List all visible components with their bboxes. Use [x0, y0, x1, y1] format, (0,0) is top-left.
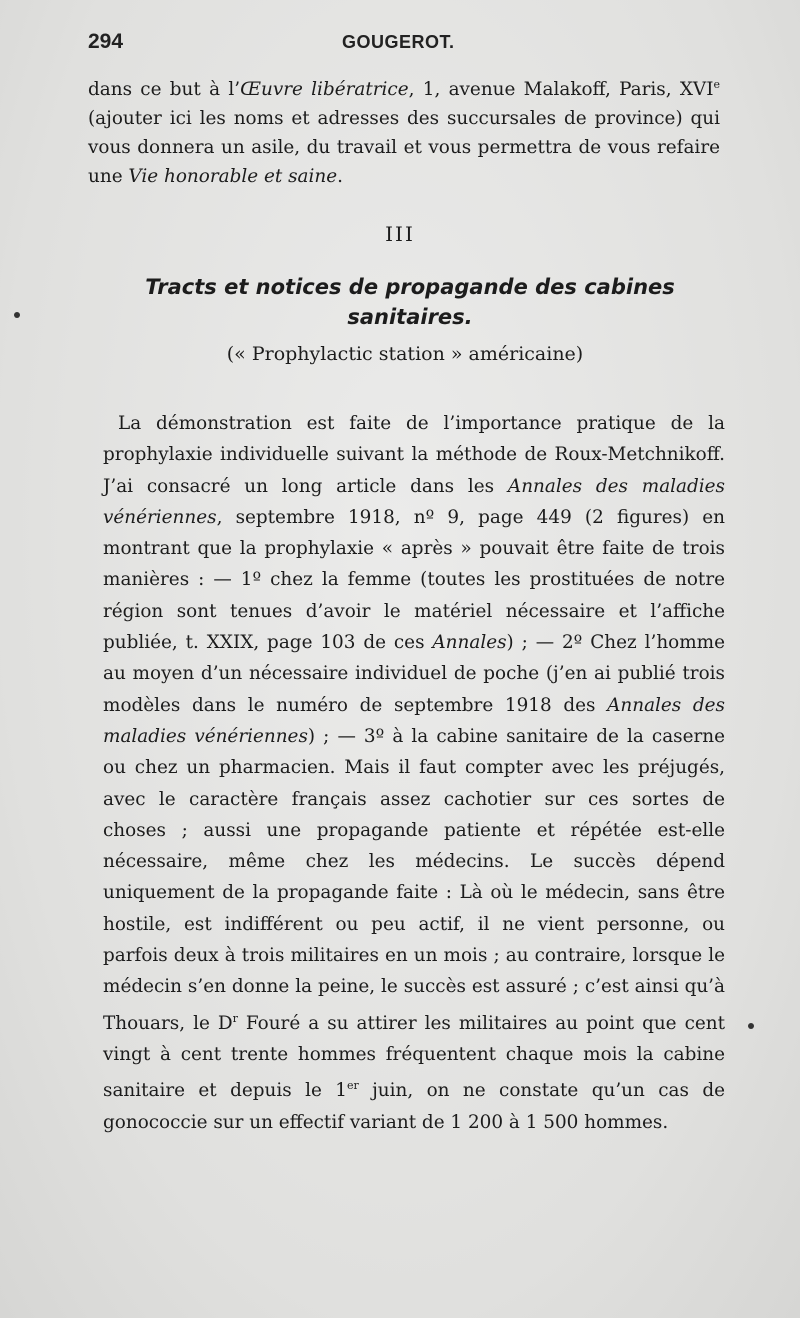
body-text-part: ) ; — 3º à la cabine sanitaire de la caserne ou chez un pharmacien. Mais il faut compter avec les préjugés, avec le caractère français assez cachotier sur ces sortes de choses ; aussi une propagande patiente et répétée est-elle nécessaire, même chez les médecins. Le succès dépend uniquement de la propagande faite : Là où le médecin, sans être hostile, est indifférent ou peu actif, il ne vient personne, ou parfois deux à trois militaires en un mois ; au contraire, lorsque le médecin s’en donne la peine, le succès est assuré ; c’est ainsi qu’à Thouars, le D: [103, 725, 726, 1034]
intro-text-part: (ajouter ici les noms et adresses des succursales de province) qui vous donnera un asile, du travail et vous permettra de vous refaire une: [88, 108, 720, 188]
body-text: [103, 408, 725, 1138]
intro-italic-phrase: Vie honorable et saine: [128, 166, 338, 188]
page-number: 294: [88, 30, 124, 53]
ink-speck: [748, 1023, 754, 1029]
arrondissement-superscript: e: [713, 78, 720, 91]
intro-text: [88, 70, 720, 191]
body-text-part: Fouré a su attirer les militaires au point que cent vingt à cent trente hommes fréquentent chaque mois la cabine sanitaire et depuis le 1: [103, 1012, 725, 1102]
body-text-part: , septembre 1918, nº 9, page 449 (2 figures) en montrant que la prophylaxie « après » pouvait être faite de trois manières : — 1º chez la femme (toutes les prostituées de notre région sont tenues d’avoir le matériel nécessaire et l’affiche publiée, t. XXIX, page 103 de ces: [103, 506, 725, 654]
section-number: III: [385, 222, 415, 246]
organization-name: Œuvre libératrice: [240, 79, 409, 101]
body-text-part: ) ; — 2º Chez l’homme au moyen d’un nécessaire individuel de poche (j’en ai publié trois modèles dans le numéro de septembre 1918 des: [103, 632, 726, 716]
journal-title: Annales des maladies vénériennes: [103, 694, 725, 747]
ink-speck: [14, 312, 20, 318]
page-header: [88, 30, 728, 60]
intro-text-part: dans ce but à l’: [88, 79, 241, 101]
body-text-part: juin, on ne constate qu’un cas de gonococcie sur un effectif variant de 1 200 à 1 500 hommes.: [103, 1080, 725, 1133]
body-paragraph: [103, 408, 725, 1138]
journal-title: Annales des maladies vénériennes: [103, 475, 726, 528]
intro-paragraph: [88, 70, 720, 191]
intro-text-part: , 1, avenue Malakoff, Paris, XVI: [408, 79, 714, 101]
journal-title: Annales: [432, 632, 507, 654]
intro-text-part: .: [337, 166, 343, 188]
doctor-superscript: r: [232, 1011, 238, 1025]
running-head: GOUGEROT.: [342, 32, 455, 52]
ordinal-superscript: er: [346, 1079, 359, 1093]
body-text-part: La démonstration est faite de l’importance pratique de la prophylaxie individuelle suivant la méthode de Roux-Metchnikoff. J’ai consacré un long article dans les: [103, 413, 725, 497]
section-title: Tracts et notices de propagande des cabines sanitaires.: [145, 275, 675, 329]
section-subtitle: (« Prophylactic station » américaine): [226, 343, 584, 365]
